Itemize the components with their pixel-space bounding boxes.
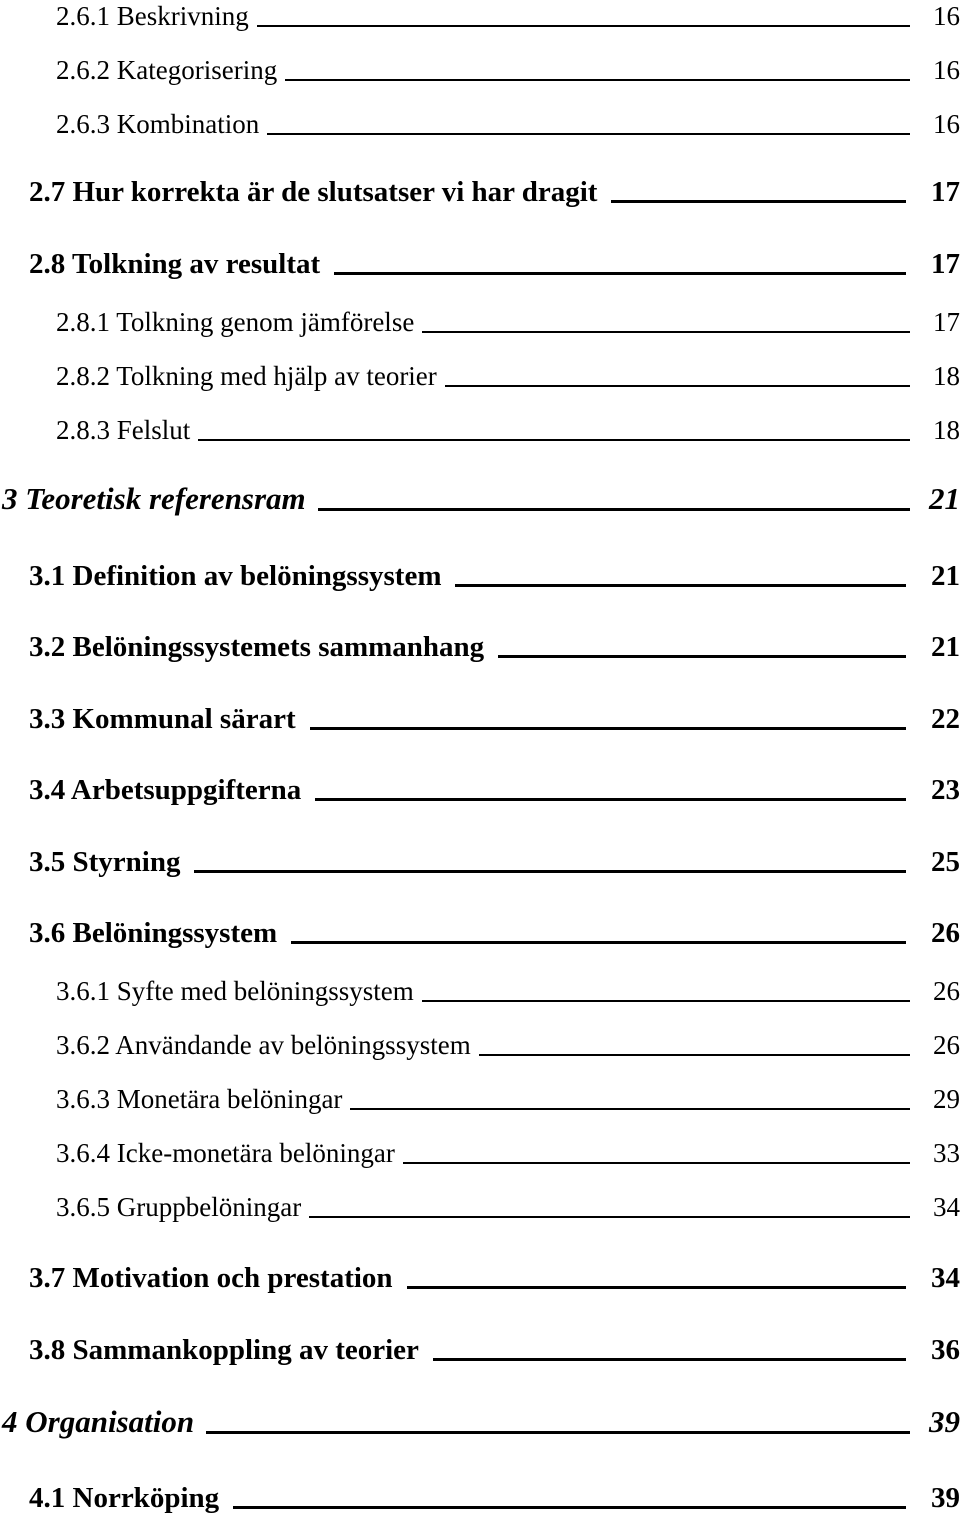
- toc-entry-2-7[interactable]: [0, 175, 960, 209]
- toc-entry-page: 25: [931, 846, 960, 878]
- toc-entry-title: 3 Teoretisk referensram: [2, 481, 306, 516]
- toc-entry-title: 2.8.3 Felslut: [56, 415, 191, 445]
- toc-entry-title: 2.6.3 Kombination: [56, 109, 260, 139]
- toc-entry-3-1[interactable]: [0, 559, 960, 593]
- toc-entry-page: 21: [931, 560, 960, 592]
- toc-entry-title: 3.6.3 Monetära belöningar: [56, 1084, 343, 1114]
- toc-leader-line: [285, 79, 910, 81]
- toc-leader-line: [206, 1431, 910, 1434]
- toc-entry-title: 4.1 Norrköping: [29, 1482, 220, 1514]
- toc-leader-line: [315, 798, 906, 801]
- toc-entry-chapter-4[interactable]: [0, 1404, 960, 1440]
- toc-entry-title: 2.8.2 Tolkning med hjälp av teorier: [56, 361, 437, 391]
- toc-entry-page: 17: [933, 307, 960, 337]
- toc-entry-3-8[interactable]: [0, 1333, 960, 1367]
- toc-entry-title: 3.7 Motivation och prestation: [29, 1262, 393, 1294]
- toc-entry-title: 3.6.5 Gruppbelöningar: [56, 1192, 302, 1222]
- toc-leader-line: [257, 25, 910, 27]
- toc-entry-title: 2.6.1 Beskrivning: [56, 1, 249, 31]
- toc-entry-title: 3.6 Belöningssystem: [29, 917, 278, 949]
- toc-entry-title: 3.4 Arbetsuppgifterna: [29, 774, 302, 806]
- toc-entry-title: 2.8 Tolkning av resultat: [29, 248, 321, 280]
- toc-entry-2-8-1[interactable]: [0, 306, 960, 338]
- toc-leader-line: [407, 1286, 906, 1289]
- toc-entry-4-1[interactable]: [0, 1481, 960, 1515]
- toc-entry-page: 26: [933, 1030, 960, 1060]
- toc-leader-line: [291, 941, 906, 944]
- toc-entry-page: 23: [931, 774, 960, 806]
- toc-leader-line: [479, 1054, 910, 1056]
- toc-entry-page: 16: [933, 109, 960, 139]
- toc-entry-title: 3.2 Belöningssystemets sammanhang: [29, 631, 485, 663]
- toc-entry-page: 26: [933, 976, 960, 1006]
- toc-leader-line: [350, 1108, 910, 1110]
- toc-entry-2-8-2[interactable]: [0, 360, 960, 392]
- toc-entry-2-8[interactable]: [0, 247, 960, 281]
- toc-entry-page: 33: [933, 1138, 960, 1168]
- toc-entry-page: 16: [933, 1, 960, 31]
- toc-entry-page: 34: [933, 1192, 960, 1222]
- toc-leader-line: [498, 655, 906, 658]
- toc-leader-line: [267, 133, 910, 135]
- toc-entry-title: 3.5 Styrning: [29, 846, 181, 878]
- toc-entry-3-7[interactable]: [0, 1261, 960, 1295]
- toc-leader-line: [194, 870, 906, 873]
- toc-entry-page: 21: [931, 631, 960, 663]
- toc-entry-title: 2.6.2 Kategorisering: [56, 55, 278, 85]
- toc-entry-title: 3.6.1 Syfte med belöningssystem: [56, 976, 414, 1006]
- toc-entry-3-6-2[interactable]: [0, 1029, 960, 1061]
- toc-entry-3-4[interactable]: [0, 773, 960, 807]
- toc-entry-chapter-3[interactable]: [0, 481, 960, 517]
- toc-leader-line: [233, 1506, 906, 1509]
- toc-entry-page: 22: [931, 703, 960, 735]
- toc-entry-page: 16: [933, 55, 960, 85]
- toc-entry-page: 18: [933, 361, 960, 391]
- toc-entry-page: 18: [933, 415, 960, 445]
- toc-leader-line: [422, 331, 910, 333]
- toc-leader-line: [422, 1000, 910, 1002]
- toc-leader-line: [318, 508, 910, 511]
- toc-entry-page: 17: [931, 176, 960, 208]
- toc-entry-2-8-3[interactable]: [0, 414, 960, 446]
- toc-leader-line: [198, 439, 910, 441]
- toc-entry-page: 39: [929, 1404, 960, 1439]
- toc-entry-page: 17: [931, 248, 960, 280]
- toc-entry-title: 2.8.1 Tolkning genom jämförelse: [56, 307, 415, 337]
- toc-leader-line: [403, 1162, 910, 1164]
- toc-entry-3-6-3[interactable]: [0, 1083, 960, 1115]
- toc-entry-3-6[interactable]: [0, 916, 960, 950]
- toc-leader-line: [433, 1358, 906, 1361]
- toc-entry-title: 3.1 Definition av belöningssystem: [29, 560, 442, 592]
- toc-entry-title: 3.6.4 Icke-monetära belöningar: [56, 1138, 395, 1168]
- toc-entry-3-3[interactable]: [0, 702, 960, 736]
- toc-entry-page: 26: [931, 917, 960, 949]
- toc-entry-page: 34: [931, 1262, 960, 1294]
- toc-entry-page: 21: [929, 481, 960, 516]
- toc-entry-2-6-1[interactable]: [0, 0, 960, 32]
- toc-leader-line: [455, 584, 906, 587]
- toc-leader-line: [334, 272, 906, 275]
- toc-leader-line: [310, 727, 906, 730]
- toc-entry-title: 2.7 Hur korrekta är de slutsatser vi har dragit: [29, 176, 598, 208]
- toc-entry-3-2[interactable]: [0, 630, 960, 664]
- toc-entry-title: 4 Organisation: [2, 1404, 195, 1439]
- toc-entry-title: 3.8 Sammankoppling av teorier: [29, 1334, 419, 1366]
- toc-entry-page: 36: [931, 1334, 960, 1366]
- toc-entry-page: 39: [931, 1482, 960, 1514]
- toc-entry-3-6-5[interactable]: [0, 1191, 960, 1223]
- toc-leader-line: [309, 1216, 910, 1218]
- toc-entry-title: 3.3 Kommunal särart: [29, 703, 296, 735]
- toc-entry-3-6-4[interactable]: [0, 1137, 960, 1169]
- toc-entry-title: 3.6.2 Användande av belöningssystem: [56, 1030, 471, 1060]
- toc-leader-line: [611, 200, 906, 203]
- toc-entry-2-6-2[interactable]: [0, 54, 960, 86]
- toc-leader-line: [445, 385, 910, 387]
- toc-entry-page: 29: [933, 1084, 960, 1114]
- toc-entry-3-6-1[interactable]: [0, 975, 960, 1007]
- toc-entry-2-6-3[interactable]: [0, 108, 960, 140]
- toc-entry-3-5[interactable]: [0, 845, 960, 879]
